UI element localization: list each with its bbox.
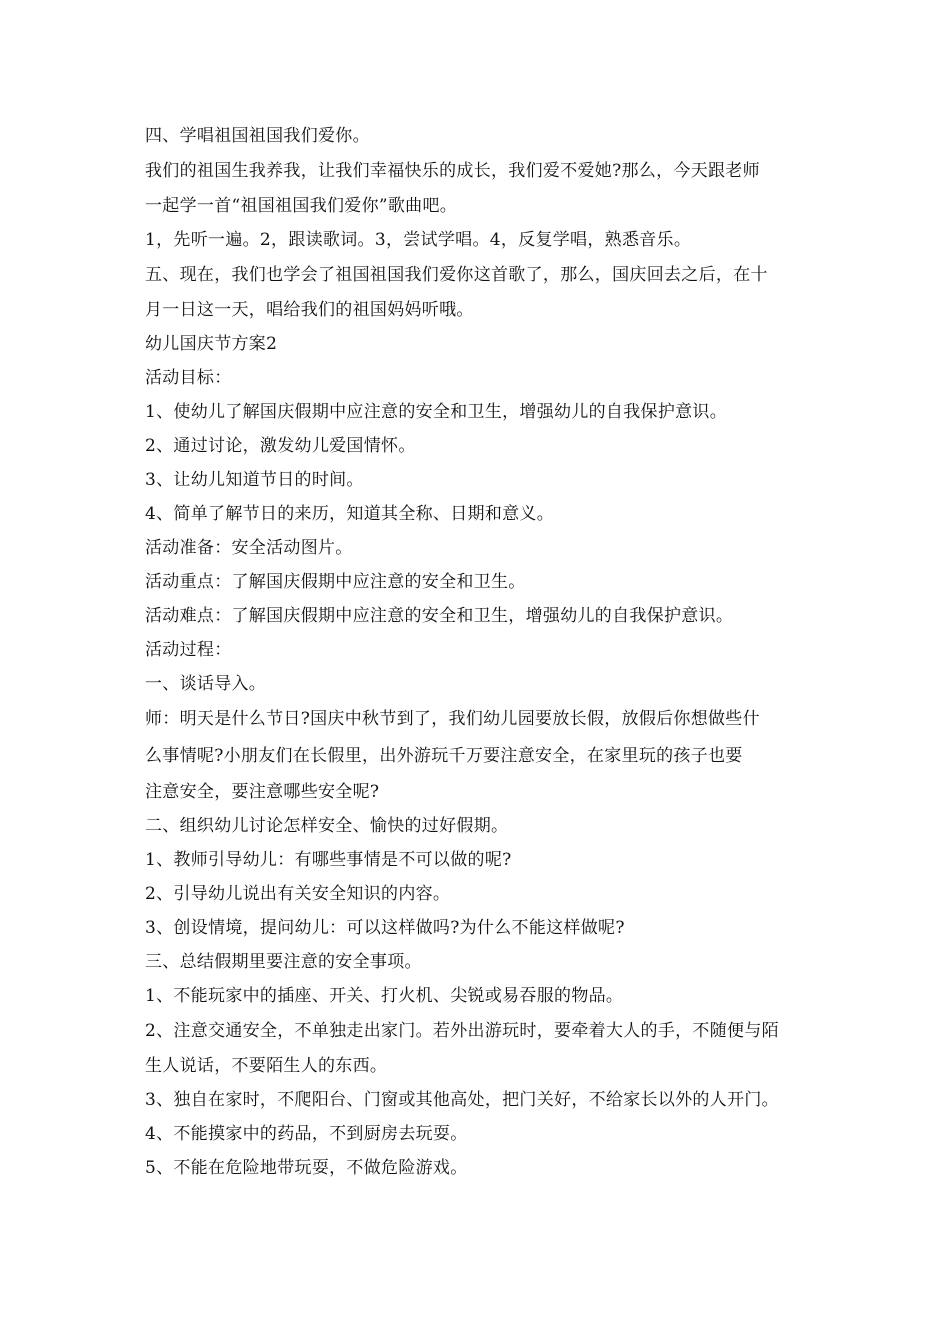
section-heading-4: 四、学唱祖国祖国我们爱你。 (145, 126, 370, 146)
paragraph-line: 么事情呢?小朋友们在长假里，出外游玩千万要注意安全，在家里玩的孩子也要 (145, 746, 743, 766)
paragraph-line: 我们的祖国生我养我，让我们幸福快乐的成长，我们爱不爱她?那么，今天跟老师 (145, 161, 760, 181)
goal-item: 4、简单了解节日的来历，知道其全称、日期和意义。 (145, 504, 555, 524)
paragraph-line: 1，先听一遍。2，跟读歌词。3，尝试学唱。4，反复学唱，熟悉音乐。 (145, 230, 692, 250)
paragraph-line: 一起学一首“祖国祖国我们爱你”歌曲吧。 (145, 196, 458, 216)
list-item: 3、独自在家时，不爬阳台、门窗或其他高处，把门关好，不给家长以外的人开门。 (145, 1090, 779, 1110)
list-item: 2、注意交通安全，不单独走出家门。若外出游玩时，要牵着大人的手，不随便与陌 (145, 1021, 779, 1041)
goal-item: 3、让幼儿知道节日的时间。 (145, 470, 364, 490)
paragraph-line: 注意安全，要注意哪些安全呢? (145, 782, 380, 802)
activity-goals-heading: 活动目标： (145, 368, 232, 388)
document-body (145, 119, 810, 1185)
activity-process-heading: 活动过程： (145, 640, 232, 660)
list-item: 4、不能摸家中的药品，不到厨房去玩耍。 (145, 1124, 468, 1144)
section-heading-3: 三、总结假期里要注意的安全事项。 (145, 952, 422, 972)
section-heading-5: 五、现在，我们也学会了祖国祖国我们爱你这首歌了，那么，国庆回去之后，在十 (145, 265, 768, 285)
activity-preparation: 活动准备：安全活动图片。 (145, 538, 353, 558)
plan-title: 幼儿国庆节方案2 (145, 334, 278, 354)
paragraph-line: 师：明天是什么节日?国庆中秋节到了，我们幼儿园要放长假，放假后你想做些什 (145, 709, 760, 729)
goal-item: 2、通过讨论，激发幼儿爱国情怀。 (145, 436, 416, 456)
list-item: 2、引导幼儿说出有关安全知识的内容。 (145, 884, 451, 904)
goal-item: 1、使幼儿了解国庆假期中应注意的安全和卫生，增强幼儿的自我保护意识。 (145, 402, 728, 422)
activity-focus: 活动重点：了解国庆假期中应注意的安全和卫生。 (145, 572, 526, 592)
section-heading-2: 二、组织幼儿讨论怎样安全、愉快的过好假期。 (145, 816, 509, 836)
list-item: 3、创设情境，提问幼儿：可以这样做吗?为什么不能这样做呢? (145, 918, 625, 938)
section-heading-1: 一、谈话导入。 (145, 674, 267, 694)
list-item: 5、不能在危险地带玩耍，不做危险游戏。 (145, 1158, 468, 1178)
paragraph-line: 月一日这一天，唱给我们的祖国妈妈听哦。 (145, 300, 474, 320)
activity-difficulty: 活动难点：了解国庆假期中应注意的安全和卫生，增强幼儿的自我保护意识。 (145, 606, 734, 626)
list-item: 1、教师引导幼儿：有哪些事情是不可以做的呢? (145, 850, 512, 870)
list-item-continuation: 生人说话，不要陌生人的东西。 (145, 1056, 388, 1076)
list-item: 1、不能玩家中的插座、开关、打火机、尖锐或易吞服的物品。 (145, 986, 624, 1006)
